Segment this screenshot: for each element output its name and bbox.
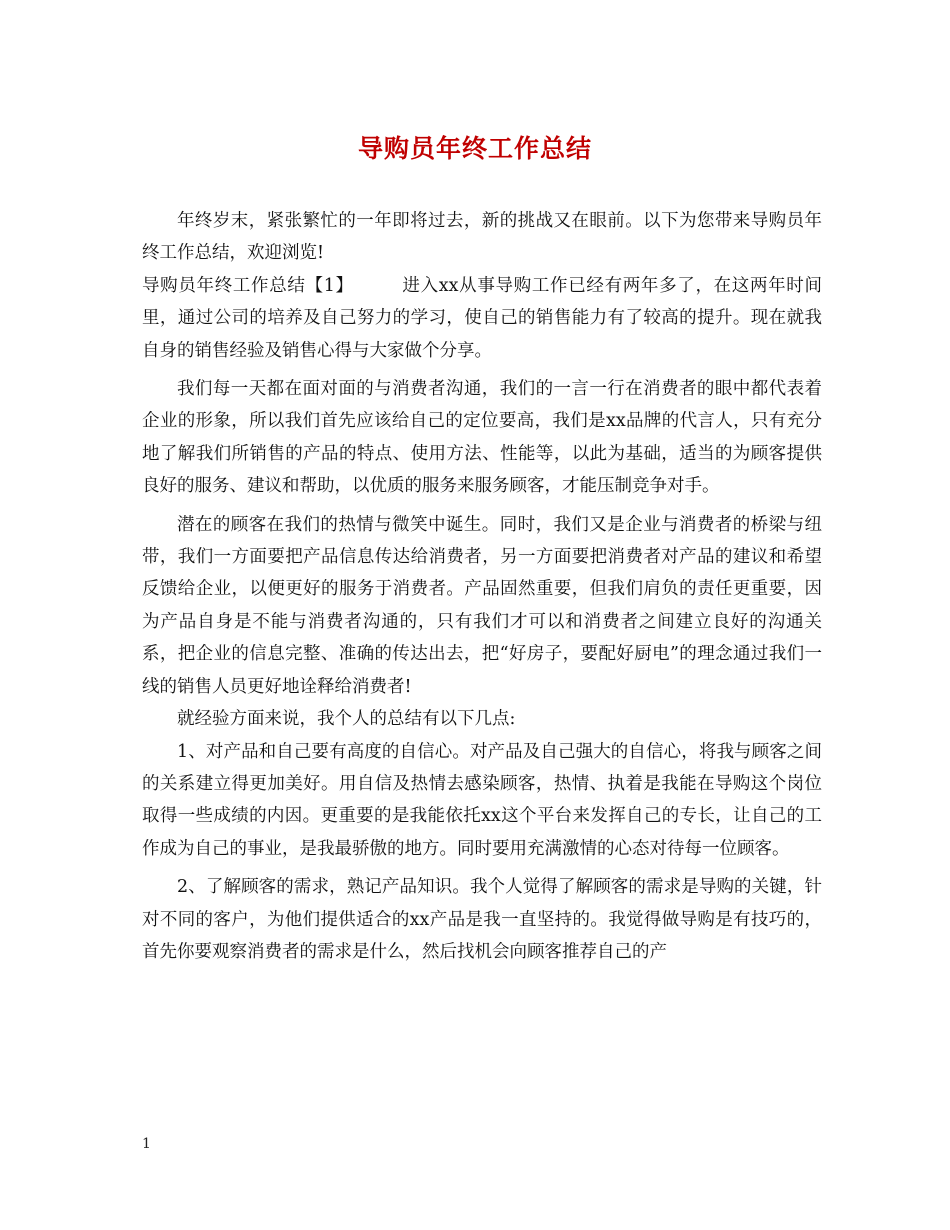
section-heading: 导购员年终工作总结【1】 <box>142 275 354 296</box>
body-paragraph: 潜在的顾客在我们的热情与微笑中诞生。同时，我们又是企业与消费者的桥梁与纽带，我们一方面要把产品信息传达给消费者，另一方面要把消费者对产品的建议和希望反馈给企业，以便更好的服务于消费者。产品固然重要，但我们肩负的责任更重要，因为产品自身是不能与消费者沟通的，只有我们才可以和消费者之间建立良好的沟通关系，把企业的信息完整、准确的传达出去，把“好房子，要配好厨电”的理念通过我们一线的销售人员更好地诠释给消费者! <box>142 514 822 697</box>
section-first-paragraph <box>142 270 822 367</box>
body-paragraph: 就经验方面来说，我个人的总结有以下几点: <box>177 709 516 730</box>
body-paragraph: 1、对产品和自己要有高度的自信心。对产品及自己强大的自信心，将我与顾客之间的关系建立得更加美好。用自信及热情去感染顾客，热情、执着是我能在导购这个岗位取得一些成绩的内因。更重要的是我能依托xx这个平台来发挥自己的专长，让自己的工作成为自己的事业，是我最骄傲的地方。同时要用充满激情的心态对待每一位顾客。 <box>142 741 822 859</box>
section-first-text: 进入xx从事导购工作已经有两年多了，在这两年时间里，通过公司的培养及自己努力的学习，使自己的销售能力有了较高的提升。现在就我自身的销售经验及销售心得与大家做个分享。 <box>142 275 822 361</box>
body-paragraph: 我们每一天都在面对面的与消费者沟通，我们的一言一行在消费者的眼中都代表着企业的形象，所以我们首先应该给自己的定位要高，我们是xx品牌的代言人，只有充分地了解我们所销售的产品的特点、使用方法、性能等，以此为基础，适当的为顾客提供良好的服务、建议和帮助，以优质的服务来服务顾客，才能压制竞争对手。 <box>142 379 822 497</box>
page-number: 1 <box>142 1136 151 1152</box>
intro-paragraph: 年终岁末，紧张繁忙的一年即将过去，新的挑战又在眼前。以下为您带来导购员年终工作总结，欢迎浏览! <box>142 211 822 264</box>
body-paragraph: 2、了解顾客的需求，熟记产品知识。我个人觉得了解顾客的需求是导购的关键，针对不同的客户，为他们提供适合的xx产品是我一直坚持的。我觉得做导购是有技巧的，首先你要观察消费者的需求是什么，然后找机会向顾客推荐自己的产 <box>142 877 822 962</box>
document-title: 导购员年终工作总结 <box>357 134 592 163</box>
document-body <box>142 205 822 968</box>
